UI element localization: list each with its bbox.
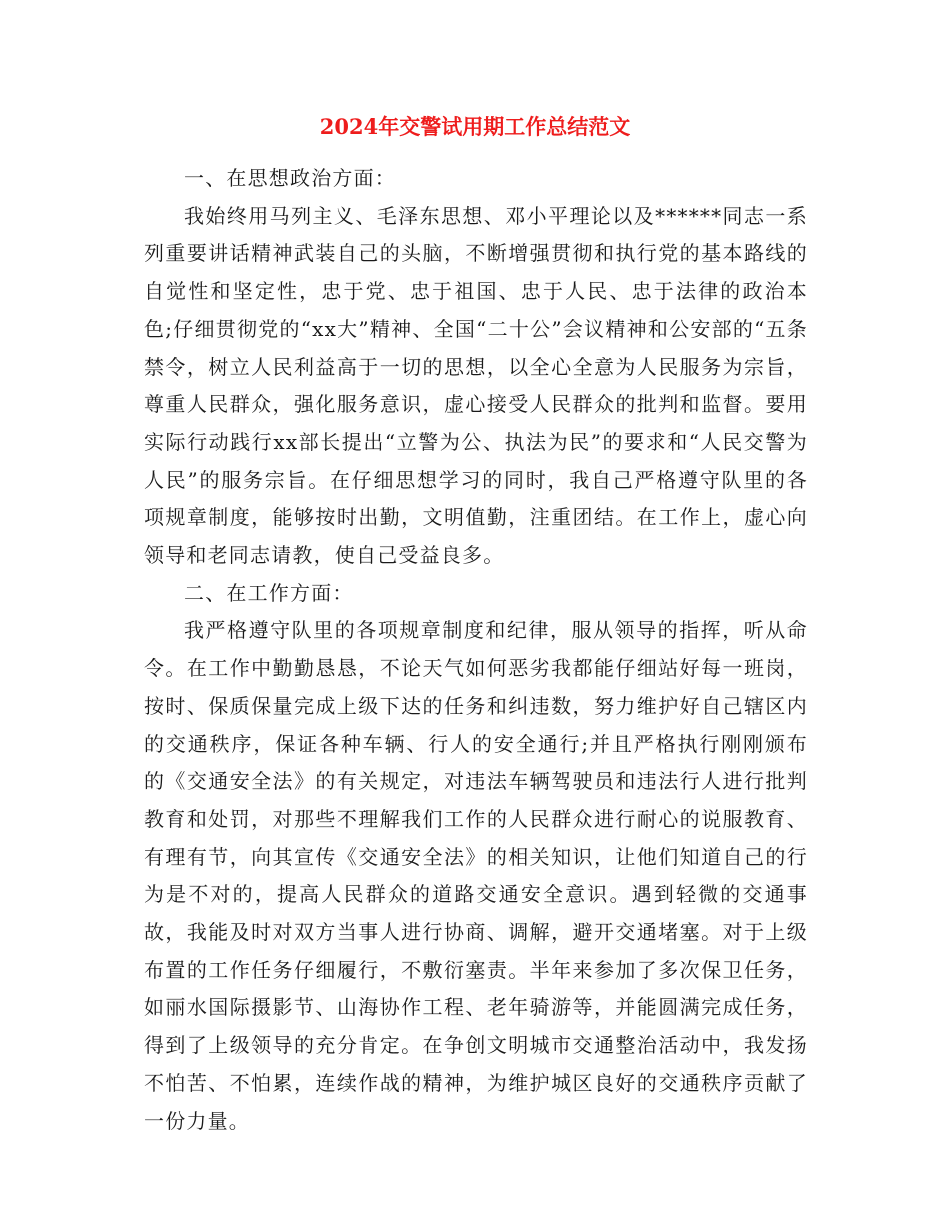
paragraph-ideology: 我始终用马列主义、毛泽东思想、邓小平理论以及******同志一系列重要讲话精神武装自己的头脑，不断增强贯彻和执行党的基本路线的自觉性和坚定性，忠于党、忠于祖国、忠于人民、忠于法律的政治本色;仔细贯彻党的“xx大”精神、全国“二十公”会议精神和公安部的“五条禁令，树立人民利益高于一切的思想，以全心全意为人民服务为宗旨，尊重人民群众，强化服务意识，虚心接受人民群众的批判和监督。要用实际行动践行xx部长提出“立警为公、执法为民”的要求和“人民交警为人民”的服务宗旨。在仔细思想学习的同时，我自己严格遵守队里的各项规章制度，能够按时出勤，文明值勤，注重团结。在工作上，虚心向领导和老同志请教，使自己受益良多。 — [144, 203, 808, 568]
section-heading-ideology: 一、在思想政治方面： — [184, 166, 396, 190]
document-title: 2024年交警试用期工作总结范文 — [319, 114, 631, 139]
document-body — [144, 160, 808, 1140]
section-heading-work: 二、在工作方面： — [184, 580, 354, 605]
paragraph-work: 我严格遵守队里的各项规章制度和纪律，服从领导的指挥，听从命令。在工作中勤勤恳恳，不论天气如何恶劣我都能仔细站好每一班岗，按时、保质保量完成上级下达的任务和纠违数，努力维护好自己辖区内的交通秩序，保证各种车辆、行人的安全通行;并且严格执行刚刚颁布的《交通安全法》的有关规定，对违法车辆驾驶员和违法行人进行批判教育和处罚，对那些不理解我们工作的人民群众进行耐心的说服教育、有理有节，向其宣传《交通安全法》的相关知识，让他们知道自己的行为是不对的，提高人民群众的道路交通安全意识。遇到轻微的交通事故，我能及时对双方当事人进行协商、调解，避开交通堵塞。对于上级布置的工作任务仔细履行，不敷衍塞责。半年来参加了多次保卫任务，如丽水国际摄影节、山海协作工程、老年骑游等，并能圆满完成任务，得到了上级领导的充分肯定。在争创文明城市交通整治活动中，我发扬不怕苦、不怕累，连续作战的精神，为维护城区良好的交通秩序贡献了一份力量。 — [144, 618, 808, 1133]
